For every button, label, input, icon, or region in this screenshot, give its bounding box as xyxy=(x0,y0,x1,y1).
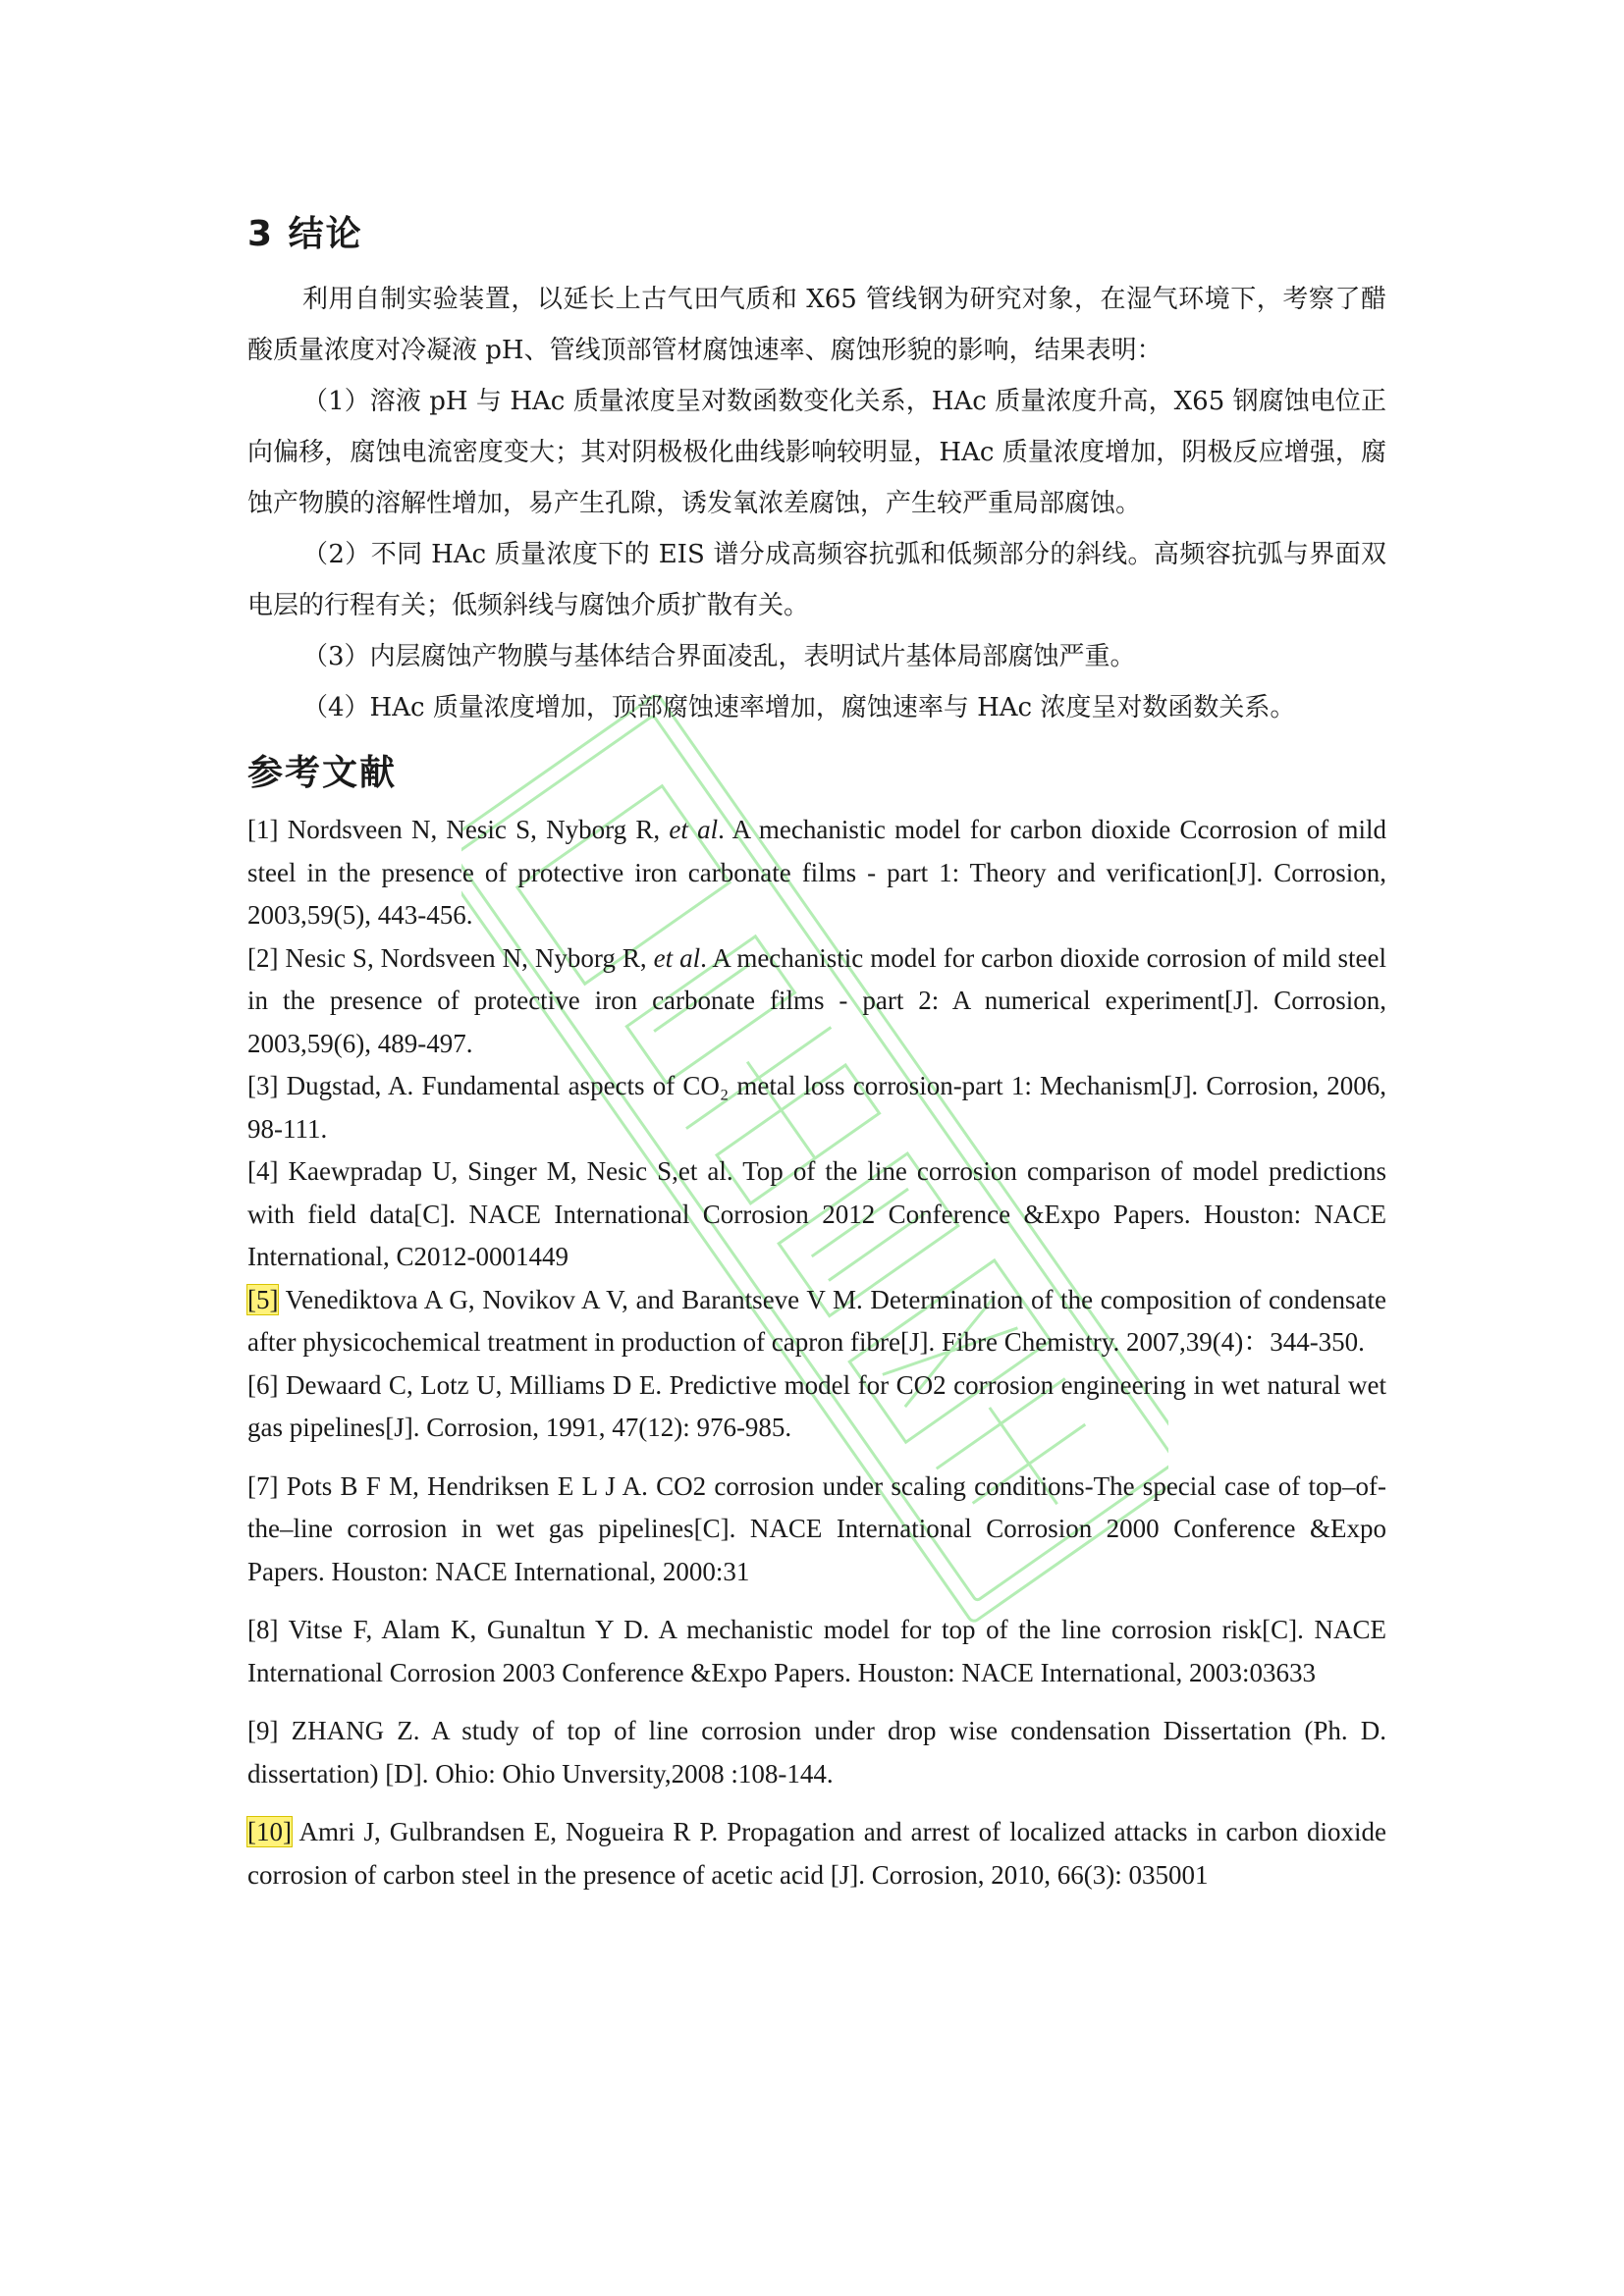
reference-item xyxy=(247,1466,1386,1594)
reference-item xyxy=(247,1710,1386,1795)
reference-item xyxy=(247,1811,1386,1896)
reference-number: [1] xyxy=(247,815,279,844)
reference-text: Amri J, Gulbrandsen E, Nogueira R P. Propagation and arrest of localized attacks in carbon dioxide corrosion of carbon steel in the presence of acetic acid [J]. Corrosion, 2010, 66(3): 035001 xyxy=(247,1817,1386,1890)
page-content xyxy=(247,206,1386,1896)
reference-et-al: et al xyxy=(653,942,701,973)
reference-text: Pots B F M, Hendriksen E L J A. CO2 corrosion under scaling conditions-The special case of top–of-the–line corrosion in wet gas pipelines[C]. NACE International Corrosion 2000 Conference &Expo Papers. Houston: NACE International, 2000:31 xyxy=(247,1470,1386,1586)
reference-item xyxy=(247,1150,1386,1279)
conclusion-item-2: （2）不同 HAc 质量浓度下的 EIS 谱分成高频容抗弧和低频部分的斜线。高频容抗弧与界面双电层的行程有关；低频斜线与腐蚀介质扩散有关。 xyxy=(247,540,1386,620)
conclusion-item-1: （1）溶液 pH 与 HAc 质量浓度呈对数函数变化关系，HAc 质量浓度升高，X65 钢腐蚀电位正向偏移，腐蚀电流密度变大；其对阴极极化曲线影响较明显，HAc 质量浓度增加，阴极反应增强，腐蚀产物膜的溶解性增加，易产生孔隙，诱发氧浓差腐蚀，产生较严重局部腐蚀。 xyxy=(247,387,1386,518)
reference-list xyxy=(247,809,1386,1896)
reference-number: [3] xyxy=(247,1071,279,1100)
reference-text: Nordsveen N, Nesic S, Nyborg R, xyxy=(278,815,670,844)
conclusion-intro: 利用自制实验装置，以延长上古气田气质和 X65 管线钢为研究对象，在湿气环境下，考察了醋酸质量浓度对冷凝液 pH、管线顶部管材腐蚀速率、腐蚀形貌的影响，结果表明： xyxy=(247,285,1386,365)
reference-text-tail: . A mechanistic model for carbon dioxide corrosion of mild steel in the presence of protective iron carbonate films - part 2: A numerical experiment[J]. Corrosion, 2003,59(6), 489-497. xyxy=(247,942,1386,1058)
section-title: 3 结论 xyxy=(247,214,363,254)
reference-text: Vitse F, Alam K, Gunaltun Y D. A mechanistic model for top of the line corrosion risk[C]. NACE International Corrosion 2003 Conference &Expo Papers. Houston: NACE International, 2003:03633 xyxy=(247,1615,1386,1687)
reference-text-tail: . A mechanistic model for carbon dioxide Ccorrosion of mild steel in the presence of protective iron carbonate films - part 1: Theory and verification[J]. Corrosion, 2003,59(5), 443-456. xyxy=(247,815,1386,930)
reference-item xyxy=(247,937,1386,1066)
reference-text: Dewaard C, Lotz U, Milliams D E. Predictive model for CO2 corrosion engineering in wet natural wet gas pipelines[J]. Corrosion, 1991, 47(12): 976-985. xyxy=(247,1369,1386,1442)
reference-text: Dugstad, A. Fundamental aspects of CO₂ metal loss corrosion-part 1: Mechanism[J]. Corrosion, 2006, 98-111. xyxy=(247,1071,1386,1144)
reference-et-al: et al xyxy=(669,815,719,844)
reference-item xyxy=(247,1364,1386,1450)
reference-number: [2] xyxy=(247,942,279,973)
reference-text: ZHANG Z. A study of top of line corrosion under drop wise condensation Dissertation (Ph. D. dissertation) [D]. Ohio: Ohio Unversity,2008 :108-144. xyxy=(247,1716,1386,1789)
reference-number: [7] xyxy=(247,1470,279,1501)
reference-number: [10] xyxy=(247,1817,292,1846)
reference-number: [8] xyxy=(247,1615,279,1644)
references-title: 参考文献 xyxy=(247,753,398,793)
reference-number: [6] xyxy=(247,1369,279,1400)
reference-number: [5] xyxy=(247,1284,279,1314)
conclusion-item-4: （4）HAc 质量浓度增加，顶部腐蚀速率增加，腐蚀速率与 HAc 浓度呈对数函数关系。 xyxy=(302,693,1296,722)
reference-text: Kaewpradap U, Singer M, Nesic S,et al. Top of the line corrosion comparison of model predictions with field data[C]. NACE International Corrosion 2012 Conference &Expo Papers. Houston: NACE International, C2012-0001449 xyxy=(247,1156,1386,1271)
reference-item xyxy=(247,1065,1386,1150)
reference-text: Nesic S, Nordsveen N, Nyborg R, xyxy=(278,942,654,973)
reference-number: [4] xyxy=(247,1156,279,1186)
reference-text: Venediktova A G, Novikov A V, and Barantseve V M. Determination of the composition of condensate after physicochemical treatment in production of capron fibre[J]. Fibre Chemistry. 2007,39(4)：344-350. xyxy=(247,1284,1386,1357)
reference-item xyxy=(247,809,1386,937)
conclusion-item-3: （3）内层腐蚀产物膜与基体结合界面凌乱，表明试片基体局部腐蚀严重。 xyxy=(302,642,1136,671)
reference-item xyxy=(247,1279,1386,1364)
reference-number: [9] xyxy=(247,1716,279,1745)
reference-item xyxy=(247,1609,1386,1694)
